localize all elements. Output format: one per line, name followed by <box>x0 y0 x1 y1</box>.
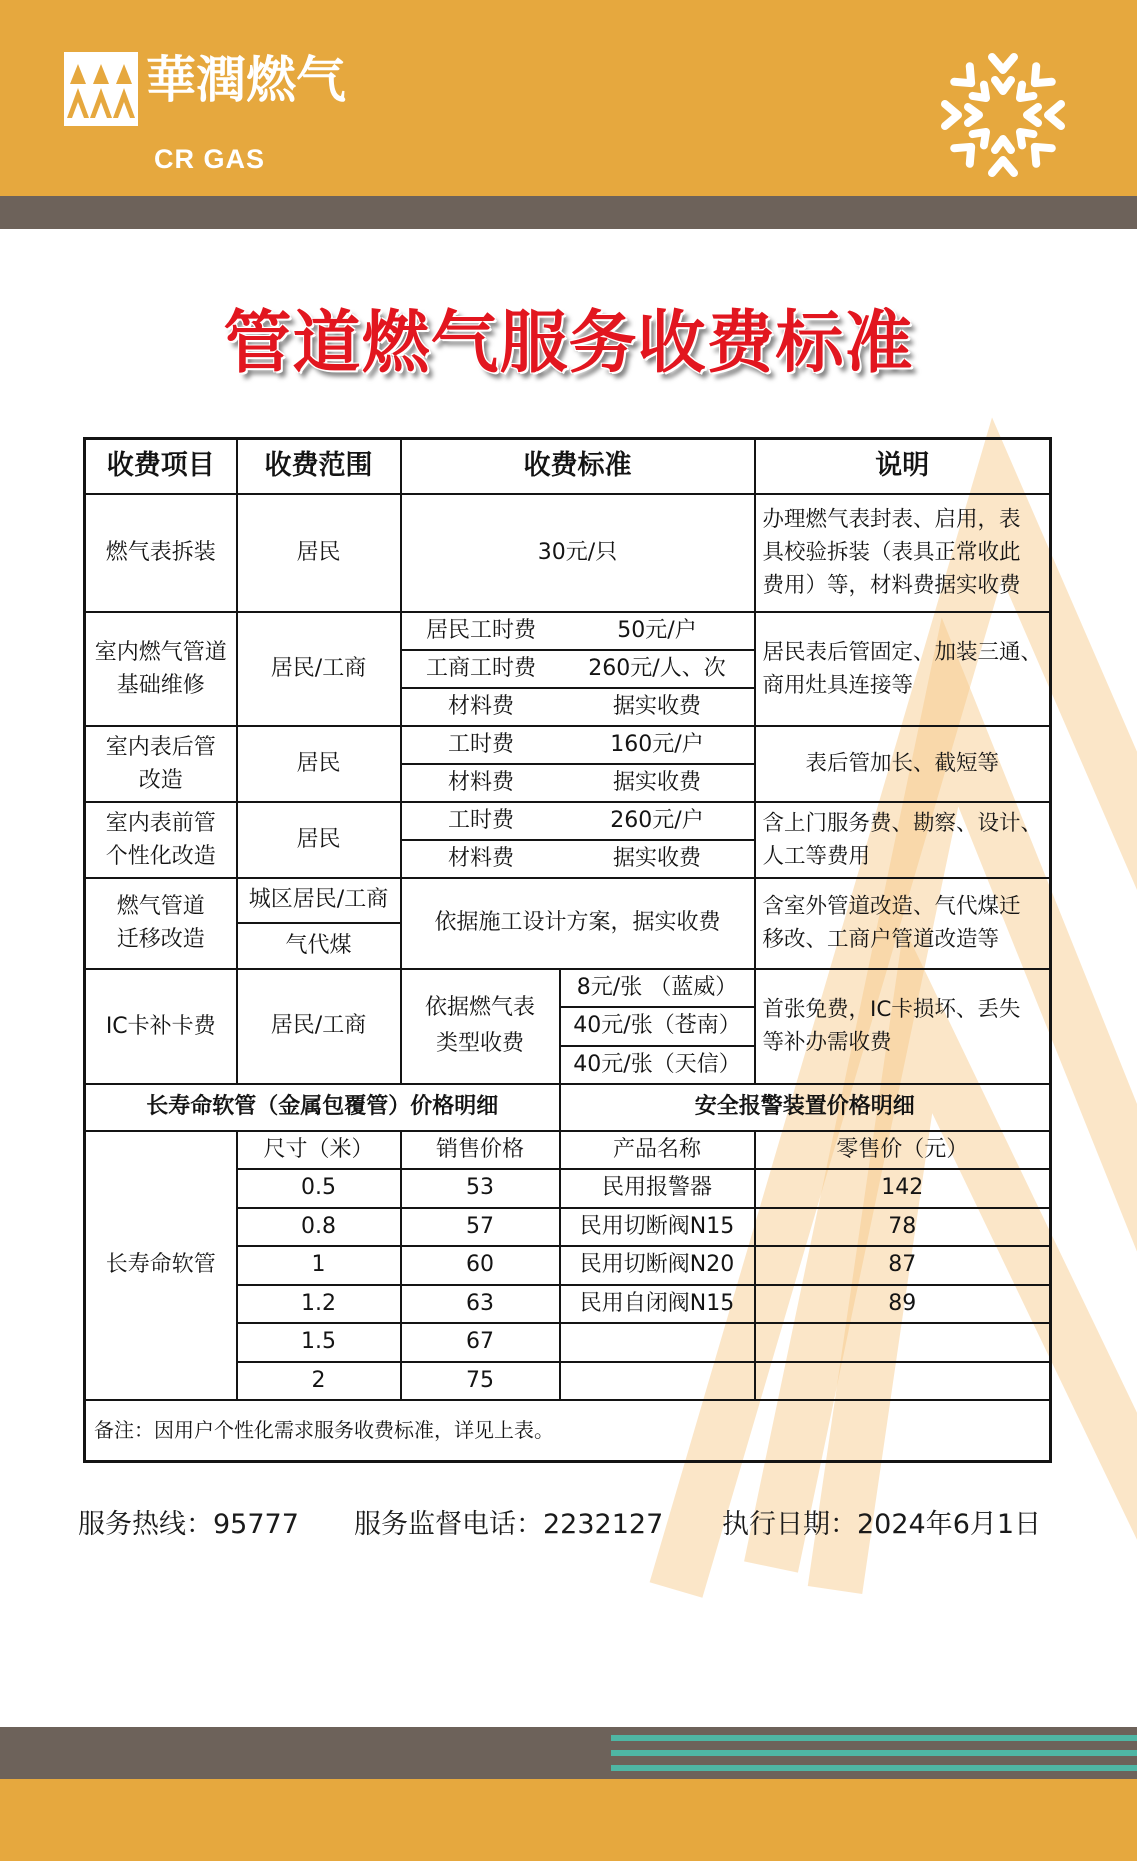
alarm-name: 民用报警器 <box>560 1169 755 1208</box>
alarm-price-header: 零售价（元） <box>755 1131 1051 1169</box>
charge-cell <box>401 688 755 726</box>
hose-size: 0.5 <box>237 1169 401 1208</box>
scope-cell: 城区居民/工商 <box>237 878 401 923</box>
item-label: 迁移改造 <box>116 927 205 952</box>
item-label: 个性化改造 <box>105 843 216 869</box>
note-line: 居民表后管固定、加装三通、 <box>762 639 1043 665</box>
charge-cell <box>401 612 755 650</box>
alarm-name-header: 产品名称 <box>560 1131 755 1169</box>
note-line: 含上门服务费、勘察、设计、 <box>762 810 1043 836</box>
col-header-standard: 收费标准 <box>401 439 755 494</box>
charge-label: 材料费 <box>447 693 514 719</box>
price-cell: 40元/张（苍南） <box>560 1007 755 1046</box>
note-cell <box>755 494 1051 612</box>
standard-cell: 依据施工设计方案，据实收费 <box>401 878 755 969</box>
fee-table <box>83 437 1052 1463</box>
charge-label: 居民工时费 <box>425 617 536 643</box>
charge-label: 工时费 <box>447 807 514 833</box>
hose-price: 63 <box>401 1285 560 1323</box>
item-cell <box>85 612 237 726</box>
charge-label: 工商工时费 <box>425 655 536 681</box>
alarm-name: 民用切断阀N15 <box>560 1208 755 1246</box>
alarm-section-title: 安全报警装置价格明细 <box>560 1084 1051 1131</box>
item-cell <box>85 878 237 969</box>
hose-price: 57 <box>401 1208 560 1246</box>
charge-cell <box>401 726 755 764</box>
charge-pair <box>402 731 754 759</box>
charge-label: 材料费 <box>447 769 514 795</box>
alarm-name-empty <box>560 1362 755 1400</box>
alarm-price-empty <box>755 1362 1051 1400</box>
hose-price: 53 <box>401 1169 560 1208</box>
alarm-price-empty <box>755 1323 1051 1362</box>
price-cell: 40元/张（天信） <box>560 1046 755 1084</box>
note-line: 具校验拆装（表具正常收此 <box>762 540 1021 565</box>
hose-size: 0.8 <box>237 1208 401 1246</box>
charge-price: 160元/户 <box>610 731 704 757</box>
note-line: 费用）等，材料费据实收费 <box>762 573 1021 598</box>
hose-price: 67 <box>401 1323 560 1362</box>
cr-logo-icon <box>64 52 138 126</box>
note-line: 人工等费用 <box>762 843 871 869</box>
footer-band-orange <box>0 1779 1137 1861</box>
item-label: 室内燃气管道 <box>94 639 227 665</box>
hose-price: 60 <box>401 1246 560 1285</box>
effective-date: 执行日期：2024年6月1日 <box>722 1509 1042 1540</box>
charge-pair <box>402 693 754 721</box>
item-label: 室内表后管 <box>105 734 216 760</box>
item-label: 室内表前管 <box>105 810 216 836</box>
scope-cell: 居民 <box>237 802 401 878</box>
supervision-phone: 服务监督电话：2232127 <box>354 1509 664 1540</box>
col-header-scope: 收费范围 <box>237 439 401 494</box>
service-hotline: 服务热线：95777 <box>78 1509 299 1540</box>
note-cell <box>755 726 1051 802</box>
table-row <box>85 878 1051 923</box>
standard-line: 依据燃气表 <box>424 995 535 1020</box>
charge-price: 据实收费 <box>612 845 701 871</box>
charge-cell <box>401 840 755 878</box>
hose-size: 1.5 <box>237 1323 401 1362</box>
table-row <box>85 969 1051 1007</box>
note-line: 表后管加长、截短等 <box>805 751 999 776</box>
standard-line: 类型收费 <box>435 1031 524 1056</box>
alarm-name: 民用切断阀N20 <box>560 1246 755 1285</box>
charge-price: 据实收费 <box>612 693 701 719</box>
charge-label: 材料费 <box>447 845 514 871</box>
sub-header-row <box>85 1131 1051 1169</box>
charge-pair <box>402 807 754 835</box>
logo-english-name: CR GAS <box>154 144 266 174</box>
hose-size: 1 <box>237 1246 401 1285</box>
item-cell <box>85 802 237 878</box>
scope-cell: 居民 <box>237 494 401 612</box>
charge-pair <box>402 845 754 873</box>
item-label: 基础维修 <box>116 672 205 698</box>
header-stripe <box>0 196 1137 229</box>
footer-teal-stripe <box>611 1765 1137 1771</box>
note-cell <box>755 802 1051 878</box>
scope-cell: 居民/工商 <box>237 612 401 726</box>
table-row <box>85 612 1051 650</box>
scope-cell: 居民/工商 <box>237 969 401 1084</box>
charge-price: 据实收费 <box>612 769 701 795</box>
alarm-price: 87 <box>755 1246 1051 1285</box>
hose-size: 1.2 <box>237 1285 401 1323</box>
standard-cell: 30元/只 <box>401 494 755 612</box>
hose-size: 2 <box>237 1362 401 1400</box>
hose-size-header: 尺寸（米） <box>237 1131 401 1169</box>
scope-cell: 气代煤 <box>237 923 401 969</box>
hose-section-title: 长寿命软管（金属包覆管）价格明细 <box>85 1084 560 1131</box>
footer-teal-stripe <box>611 1735 1137 1741</box>
scope-cell: 居民 <box>237 726 401 802</box>
snowflake-logo-icon <box>938 50 1068 180</box>
page-title: 管道燃气服务收费标准 <box>223 304 914 383</box>
alarm-name: 民用自闭阀N15 <box>560 1285 755 1323</box>
note-line: 等补办需收费 <box>762 1030 892 1055</box>
section-header-row <box>85 1084 1051 1131</box>
charge-cell <box>401 650 755 688</box>
charge-label: 工时费 <box>447 731 514 757</box>
charge-cell <box>401 802 755 840</box>
item-cell <box>85 494 237 612</box>
alarm-name-empty <box>560 1323 755 1362</box>
hose-name-cell: 长寿命软管 <box>85 1131 237 1400</box>
item-cell <box>85 726 237 802</box>
item-label: 燃气表拆装 <box>105 540 216 565</box>
alarm-price: 142 <box>755 1169 1051 1208</box>
hose-price: 75 <box>401 1362 560 1400</box>
col-header-note: 说明 <box>755 439 1051 494</box>
footer-teal-stripe <box>611 1750 1137 1756</box>
table-header-row <box>85 439 1051 494</box>
standard-cell <box>401 969 560 1084</box>
alarm-price: 89 <box>755 1285 1051 1323</box>
remark-row <box>85 1400 1051 1462</box>
table-row <box>85 802 1051 840</box>
note-line: 移改、工商户管道改造等 <box>762 927 1000 952</box>
item-label: 燃气管道 <box>116 894 205 919</box>
table-row <box>85 494 1051 612</box>
logo-chinese-name: 華潤燃气 <box>146 50 346 109</box>
charge-price: 260元/人、次 <box>588 655 726 681</box>
note-line: 商用灶具连接等 <box>762 672 914 698</box>
table-row <box>85 726 1051 764</box>
charge-price: 50元/户 <box>617 617 697 643</box>
col-header-item: 收费项目 <box>85 439 237 494</box>
item-cell <box>85 969 237 1084</box>
note-line: 首张免费，IC卡损坏、丢失 <box>762 997 1021 1022</box>
item-label: 改造 <box>138 767 183 793</box>
charge-pair <box>402 617 754 645</box>
charge-pair <box>402 769 754 797</box>
hose-price-header: 销售价格 <box>401 1131 560 1169</box>
price-cell: 8元/张 （蓝威） <box>560 969 755 1007</box>
charge-pair <box>402 655 754 683</box>
alarm-price: 78 <box>755 1208 1051 1246</box>
note-cell <box>755 878 1051 969</box>
note-line: 办理燃气表封表、启用，表 <box>762 507 1021 532</box>
note-cell <box>755 612 1051 726</box>
item-label: IC卡补卡费 <box>105 1013 216 1039</box>
charge-cell <box>401 764 755 802</box>
remark-text: 备注：因用户个性化需求服务收费标准，详见上表。 <box>85 1400 1051 1462</box>
note-line: 含室外管道改造、气代煤迁 <box>762 894 1021 919</box>
note-cell <box>755 969 1051 1084</box>
charge-price: 260元/户 <box>610 807 704 833</box>
